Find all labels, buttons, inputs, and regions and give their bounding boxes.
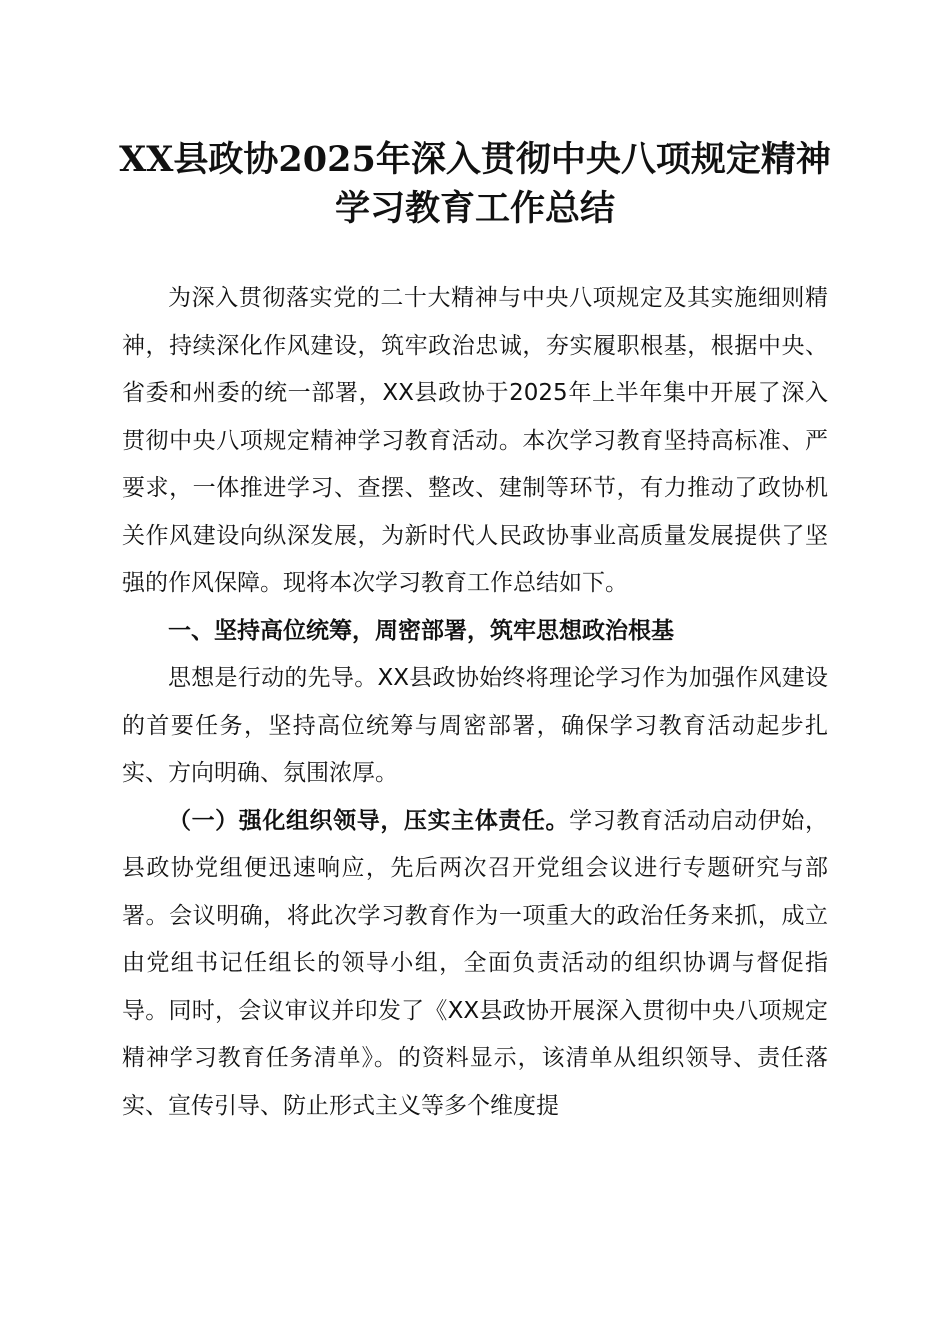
document-body (122, 275, 828, 1130)
subsection-1-text: 学习教育活动启动伊始，县政协党组便迅速响应，先后两次召开党组会议进行专题研究与部署。会议明确，将此次学习教育作为一项重大的政治任务来抓，成立由党组书记任组长的领导小组，全面负责活动的组织协调与督促指导。同时，会议审议并印发了《XX县政协开展深入贯彻中央八项规定精神学习教育任务清单》。的资料显示，该清单从组织领导、责任落实、宣传引导、防止形式主义等多个维度提 (122, 807, 829, 1119)
subsection-1-paragraph (122, 798, 828, 1131)
document-title-line-2: 学习教育工作总结 (334, 188, 615, 229)
section-1-paragraph: 思想是行动的先导。XX县政协始终将理论学习作为加强作风建设的首要任务，坚持高位统筹与周密部署，确保学习教育活动起步扎实、方向明确、氛围浓厚。 (122, 665, 828, 786)
section-1-heading: 一、坚持高位统筹，周密部署，筑牢思想政治根基 (168, 617, 674, 644)
intro-paragraph: 为深入贯彻落实党的二十大精神与中央八项规定及其实施细则精神，持续深化作风建设，筑牢政治忠诚，夯实履职根基，根据中央、省委和州委的统一部署，XX县政协于2025年上半年集中开展了深入贯彻中央八项规定精神学习教育活动。本次学习教育坚持高标准、严要求，一体推进学习、查摆、整改、建制等环节，有力推动了政协机关作风建设向纵深发展，为新时代人民政协事业高质量发展提供了坚强的作风保障。现将本次学习教育工作总结如下。 (122, 285, 828, 596)
document-title-line-1: XX县政协2025年深入贯彻中央八项规定精神 (119, 139, 831, 180)
subsection-1-lead: （一）强化组织领导，压实主体责任。 (168, 807, 570, 834)
